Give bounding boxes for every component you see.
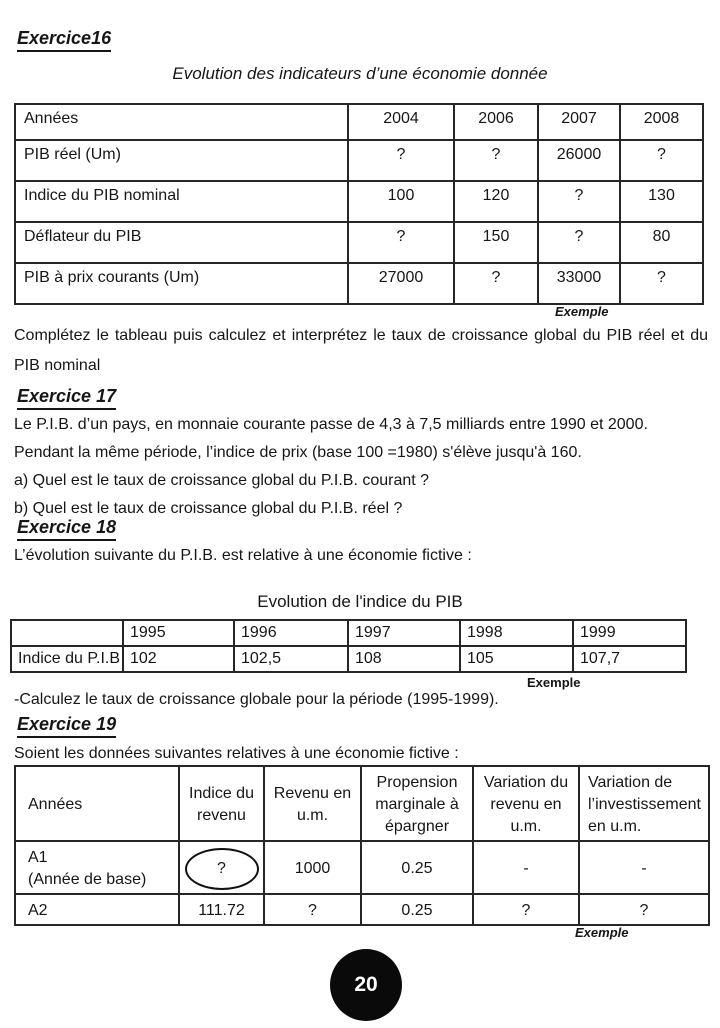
table-row <box>15 140 703 181</box>
row-label-line2: (Année de base) <box>28 871 147 888</box>
table1-title: Evolution des indicateurs d’une économie donnée <box>172 64 548 83</box>
table-header-row <box>11 620 686 646</box>
row-label <box>15 841 179 894</box>
table2-caption: Exemple <box>527 675 581 690</box>
economy-data-table <box>14 765 710 926</box>
cell-value: 80 <box>620 222 703 263</box>
column-header: Variation du revenu en u.m. <box>473 766 579 841</box>
row-label: Indice du P.I.B <box>11 646 123 672</box>
page-number: 20 <box>354 973 378 996</box>
cell-value: 120 <box>454 181 538 222</box>
column-header: 1995 <box>123 620 234 646</box>
cell-value: ? <box>454 140 538 181</box>
table-row <box>15 181 703 222</box>
table-row-a2 <box>15 894 709 925</box>
column-header: Années <box>15 766 179 841</box>
cell-value: - <box>579 841 709 894</box>
cell-value: ? <box>473 894 579 925</box>
row-label-line1: A1 <box>28 849 48 866</box>
cell-value: 107,7 <box>573 646 686 672</box>
gdp-indicators-table <box>14 103 704 305</box>
column-header: Indice du revenu <box>179 766 264 841</box>
row-label: PIB à prix courants (Um) <box>15 263 348 304</box>
table-row <box>11 646 686 672</box>
column-header: Revenu en u.m. <box>264 766 361 841</box>
table-header-row <box>15 104 703 140</box>
cell-value: ? <box>620 263 703 304</box>
cell-value: 102,5 <box>234 646 348 672</box>
table-row <box>15 263 703 304</box>
cell-value: 130 <box>620 181 703 222</box>
cell-value: ? <box>454 263 538 304</box>
column-header: 2008 <box>620 104 703 140</box>
cell-value: 26000 <box>538 140 620 181</box>
column-header: 1999 <box>573 620 686 646</box>
row-label: PIB réel (Um) <box>15 140 348 181</box>
text-line: Pendant la même période, l’indice de prix (base 100 =1980) s'élève jusqu'à 160. <box>14 444 582 461</box>
exercise17-text <box>14 411 714 523</box>
row-label: A2 <box>15 894 179 925</box>
exercise19-intro: Soient les données suivantes relatives à une économie fictive : <box>14 745 459 762</box>
cell-value: ? <box>538 181 620 222</box>
table2-title: Evolution de l'indice du PIB <box>257 592 463 611</box>
table-header-row <box>15 766 709 841</box>
exercise18-intro: L’évolution suivante du P.I.B. est relative à une économie fictive : <box>14 547 472 564</box>
cell-value: 0.25 <box>361 841 473 894</box>
pib-index-table <box>10 619 687 673</box>
text-line: a) Quel est le taux de croissance global du P.I.B. courant ? <box>14 472 430 489</box>
cell-value: ? <box>579 894 709 925</box>
exercise19-heading: Exercice 19 <box>17 714 116 738</box>
cell-value: ? <box>620 140 703 181</box>
cell-circled-value <box>179 841 264 894</box>
exercise17-heading: Exercice 17 <box>17 386 116 410</box>
exercise16-instruction: Complétez le tableau puis calculez et interprétez le taux de croissance global du PIB réel et du PIB nominal <box>14 327 708 374</box>
cell-value: 108 <box>348 646 460 672</box>
cell-value: ? <box>348 140 454 181</box>
cell-value: 111.72 <box>179 894 264 925</box>
cell-value: ? <box>538 222 620 263</box>
cell-value: 27000 <box>348 263 454 304</box>
cell-value: 150 <box>454 222 538 263</box>
row-label: Indice du PIB nominal <box>15 181 348 222</box>
cell-value: 100 <box>348 181 454 222</box>
row-label: Déflateur du PIB <box>15 222 348 263</box>
cell-value: 102 <box>123 646 234 672</box>
column-header: Années <box>15 104 348 140</box>
page-number-badge <box>330 949 402 1021</box>
cell-value: ? <box>348 222 454 263</box>
column-header: 2004 <box>348 104 454 140</box>
column-header: 1996 <box>234 620 348 646</box>
exercise18-heading: Exercice 18 <box>17 517 116 541</box>
column-header: Variation de l’investissement en u.m. <box>579 766 709 841</box>
exercise16-heading: Exercice16 <box>17 28 111 52</box>
table1-caption: Exemple <box>555 304 609 319</box>
text-line: b) Quel est le taux de croissance global du P.I.B. réel ? <box>14 500 403 517</box>
table3-caption: Exemple <box>575 925 629 940</box>
column-header: Propension marginale à épargner <box>361 766 473 841</box>
cell-value: ? <box>217 860 226 877</box>
table-row <box>15 222 703 263</box>
hand-drawn-oval <box>185 848 259 890</box>
column-header: 2007 <box>538 104 620 140</box>
column-header: 1997 <box>348 620 460 646</box>
column-header: 1998 <box>460 620 573 646</box>
column-header <box>11 620 123 646</box>
cell-value: 1000 <box>264 841 361 894</box>
cell-value: ? <box>264 894 361 925</box>
exercise18-instruction: -Calculez le taux de croissance globale pour la période (1995-1999). <box>14 691 499 708</box>
cell-value: 105 <box>460 646 573 672</box>
text-line: Le P.I.B. d’un pays, en monnaie courante passe de 4,3 à 7,5 milliards entre 1990 et 2000. <box>14 416 648 433</box>
cell-value: 0.25 <box>361 894 473 925</box>
table-row-a1 <box>15 841 709 894</box>
cell-value: 33000 <box>538 263 620 304</box>
cell-value: - <box>473 841 579 894</box>
column-header: 2006 <box>454 104 538 140</box>
